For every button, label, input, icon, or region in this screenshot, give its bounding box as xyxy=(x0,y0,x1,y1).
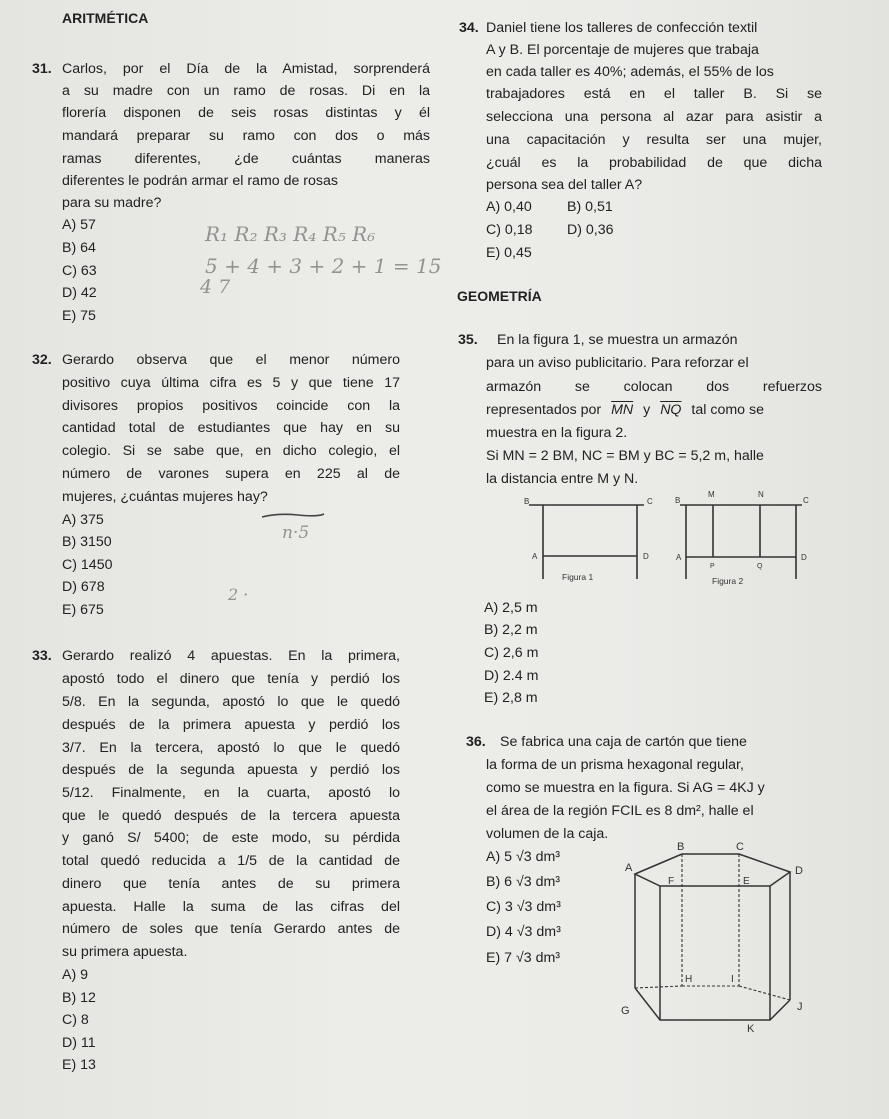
q33-line: número de soles que tenía Gerardo antes de xyxy=(62,921,400,937)
section-title: ARITMÉTICA xyxy=(62,10,149,26)
q36-line: como se muestra en la figura. Si AG = 4KJ y xyxy=(486,780,765,796)
q31-option-d[interactable]: D) 42 xyxy=(62,285,97,301)
prism-label-j: J xyxy=(797,1001,803,1013)
fig2-label-m: M xyxy=(708,490,715,499)
q32-line: mujeres, ¿cuántas mujeres hay? xyxy=(62,489,268,505)
q33-line: apostó todo el dinero que tenía y perdió los xyxy=(62,671,400,687)
q36-option-d[interactable]: D) 4 √3 dm³ xyxy=(486,924,561,940)
q36-number: 36. xyxy=(466,734,486,750)
q34-option-d[interactable]: D) 0,36 xyxy=(567,222,614,238)
figure-1 xyxy=(520,494,660,590)
handwritten-note: R₁ R₂ R₃ R₄ R₅ R₆ xyxy=(205,222,376,246)
q34-line: Daniel tiene los talleres de confección textil xyxy=(486,20,758,36)
handwritten-note: n·5 xyxy=(282,523,310,543)
q34-line: ¿cuál es la probabilidad de que dicha xyxy=(486,155,822,171)
prism-label-i: I xyxy=(731,974,734,985)
fig1-caption: Figura 1 xyxy=(562,572,594,582)
q33-line: su primera apuesta. xyxy=(62,944,188,960)
q35-line: muestra en la figura 2. xyxy=(486,425,628,441)
figure-hexagonal-prism xyxy=(615,838,815,1038)
q34-option-c[interactable]: C) 0,18 xyxy=(486,222,533,238)
q31-line: para su madre? xyxy=(62,195,162,211)
q33-option-b[interactable]: B) 12 xyxy=(62,990,96,1006)
q33-line: y ganó S/ 5400; de este modo, su pérdida xyxy=(62,830,400,846)
q34-line: trabajadores está en el taller B. Si se xyxy=(486,86,822,102)
q33-line: después de la segunda apuesta y perdió los xyxy=(62,762,400,778)
q35-line: la distancia entre M y N. xyxy=(486,471,639,487)
q31-line: diferentes le podrán armar el ramo de rosas xyxy=(62,173,339,189)
handwritten-note: 2 · xyxy=(228,585,249,604)
q32-number: 32. xyxy=(32,352,52,368)
q36-line: Se fabrica una caja de cartón que tiene xyxy=(500,734,747,750)
q35-text-fragment: representados por xyxy=(486,402,602,418)
q32-line: cantidad total de estudiantes que hay en su xyxy=(62,420,400,436)
fig2-caption: Figura 2 xyxy=(712,576,744,586)
q34-option-e[interactable]: E) 0,45 xyxy=(486,245,532,261)
q32-option-c[interactable]: C) 1450 xyxy=(62,557,113,573)
q33-line: apuesta. Halle la suma de las cifras del xyxy=(62,899,400,915)
segment-mn: $\overline{MN}$ xyxy=(611,402,634,418)
q36-option-a[interactable]: A) 5 √3 dm³ xyxy=(486,849,561,865)
q33-line: que le quedó después de la tercera apuesta xyxy=(62,808,400,824)
q36-option-b[interactable]: B) 6 √3 dm³ xyxy=(486,874,561,890)
q35-number: 35. xyxy=(458,332,478,348)
fig2-label-q: Q xyxy=(757,563,763,570)
fig1-label-d: D xyxy=(643,552,649,561)
q35-line: En la figura 1, se muestra un armazón xyxy=(497,332,738,348)
q31-line: a su madre con un ramo de rosas. Di en la xyxy=(62,83,430,99)
fig2-label-p: P xyxy=(710,563,715,570)
q33-option-e[interactable]: E) 13 xyxy=(62,1057,96,1073)
q32-line: Gerardo observa que el menor número xyxy=(62,352,400,368)
q31-option-b[interactable]: B) 64 xyxy=(62,240,96,256)
prism-label-d: D xyxy=(795,865,803,877)
q32-line: positivo cuya última cifra es 5 y que tiene 17 xyxy=(62,375,400,391)
q35-line: armazón se colocan dos refuerzos xyxy=(486,379,822,395)
q31-line: mandará preparar su ramo con dos o más xyxy=(62,128,430,144)
prism-label-g: G xyxy=(621,1005,630,1017)
fig2-label-n: N xyxy=(758,490,764,499)
q34-line: persona sea del taller A? xyxy=(486,177,643,193)
q32-option-b[interactable]: B) 3150 xyxy=(62,534,112,550)
q33-option-c[interactable]: C) 8 xyxy=(62,1012,89,1028)
q35-option-e[interactable]: E) 2,8 m xyxy=(484,690,538,706)
q31-option-c[interactable]: C) 63 xyxy=(62,263,97,279)
q31-number: 31. xyxy=(32,61,52,77)
q34-option-b[interactable]: B) 0,51 xyxy=(567,199,613,215)
handwritten-note: 4 7 xyxy=(200,276,231,298)
section-title-geometry: GEOMETRÍA xyxy=(457,288,542,304)
q32-option-a[interactable]: A) 375 xyxy=(62,512,104,528)
fig1-label-b: B xyxy=(524,497,530,506)
q33-line: 5/8. En la segunda, apostó lo que le quedó xyxy=(62,694,400,710)
q32-line: número de varones supera en 225 al de xyxy=(62,466,400,482)
fig2-label-a: A xyxy=(676,553,682,562)
q35-option-b[interactable]: B) 2,2 m xyxy=(484,622,538,638)
handwritten-note: 5 + 4 + 3 + 2 + 1 = 15 xyxy=(205,254,442,278)
q35-option-d[interactable]: D) 2.4 m xyxy=(484,668,539,684)
figure-2 xyxy=(672,488,822,590)
prism-label-f: F xyxy=(668,876,675,887)
q35-line: Si MN = 2 BM, NC = BM y BC = 5,2 m, halle xyxy=(486,448,764,464)
q33-line: total quedó reducida a 1/5 de la cantidad de xyxy=(62,853,400,869)
q34-line: una capacitación y resulta ser una mujer, xyxy=(486,132,822,148)
q33-number: 33. xyxy=(32,648,52,664)
q31-option-e[interactable]: E) 75 xyxy=(62,308,96,324)
fig2-label-c: C xyxy=(803,496,809,505)
q33-line: Gerardo realizó 4 apuestas. En la primera, xyxy=(62,648,400,664)
q35-line: para un aviso publicitario. Para reforzar el xyxy=(486,355,749,371)
q36-option-e[interactable]: E) 7 √3 dm³ xyxy=(486,950,561,966)
q32-option-e[interactable]: E) 675 xyxy=(62,602,104,618)
q32-line: divisores propios positivos coincide con la xyxy=(62,398,400,414)
prism-label-e: E xyxy=(743,876,750,887)
q34-line: en cada taller es 40%; además, el 55% de los xyxy=(486,64,774,80)
q33-option-d[interactable]: D) 11 xyxy=(62,1035,96,1051)
q34-option-a[interactable]: A) 0,40 xyxy=(486,199,532,215)
q35-text-fragment: y xyxy=(643,402,651,418)
q33-line: 3/7. En la tercera, apostó lo que le quedó xyxy=(62,740,400,756)
segment-nq: $\overline{NQ}$ xyxy=(660,402,682,418)
q35-option-a[interactable]: A) 2,5 m xyxy=(484,600,538,616)
q32-line: colegio. Si se sabe que, en dicho colegio, el xyxy=(62,443,400,459)
fig1-label-c: C xyxy=(647,497,653,506)
q33-line: dinero que tenía antes de su primera xyxy=(62,876,400,892)
q33-line: después de la primera apuesta y perdió los xyxy=(62,717,400,733)
q31-option-a[interactable]: A) 57 xyxy=(62,217,96,233)
q33-line: 5/12. Finalmente, en la cuarta, apostó lo xyxy=(62,785,400,801)
q34-line: selecciona una persona al azar para asistir a xyxy=(486,109,822,125)
q34-line: A y B. El porcentaje de mujeres que trabaja xyxy=(486,42,759,58)
fig2-label-b: B xyxy=(675,496,681,505)
prism-label-k: K xyxy=(747,1023,755,1035)
prism-label-b: B xyxy=(677,841,685,853)
q35-line-segments xyxy=(486,402,764,419)
prism-label-c: C xyxy=(736,841,744,853)
q34-number: 34. xyxy=(459,20,479,36)
fig1-label-a: A xyxy=(532,552,538,561)
prism-label-a: A xyxy=(625,862,633,874)
q31-line: ramas diferentes, ¿de cuántas maneras xyxy=(62,151,430,167)
q35-text-fragment: tal como se xyxy=(691,402,764,418)
q36-line: volumen de la caja. xyxy=(486,826,609,842)
q31-line: florería disponen de seis rosas distintas y él xyxy=(62,105,430,121)
q36-option-c[interactable]: C) 3 √3 dm³ xyxy=(486,899,561,915)
q36-line: la forma de un prisma hexagonal regular, xyxy=(486,757,744,773)
q35-option-c[interactable]: C) 2,6 m xyxy=(484,645,539,661)
handwritten-underline xyxy=(258,505,328,525)
q32-option-d[interactable]: D) 678 xyxy=(62,579,105,595)
q36-line: el área de la región FCIL es 8 dm², halle el xyxy=(486,803,754,819)
q33-option-a[interactable]: A) 9 xyxy=(62,967,89,983)
q31-line: Carlos, por el Día de la Amistad, sorprenderá xyxy=(62,61,430,77)
prism-label-h: H xyxy=(685,974,693,985)
fig2-label-d: D xyxy=(801,553,807,562)
